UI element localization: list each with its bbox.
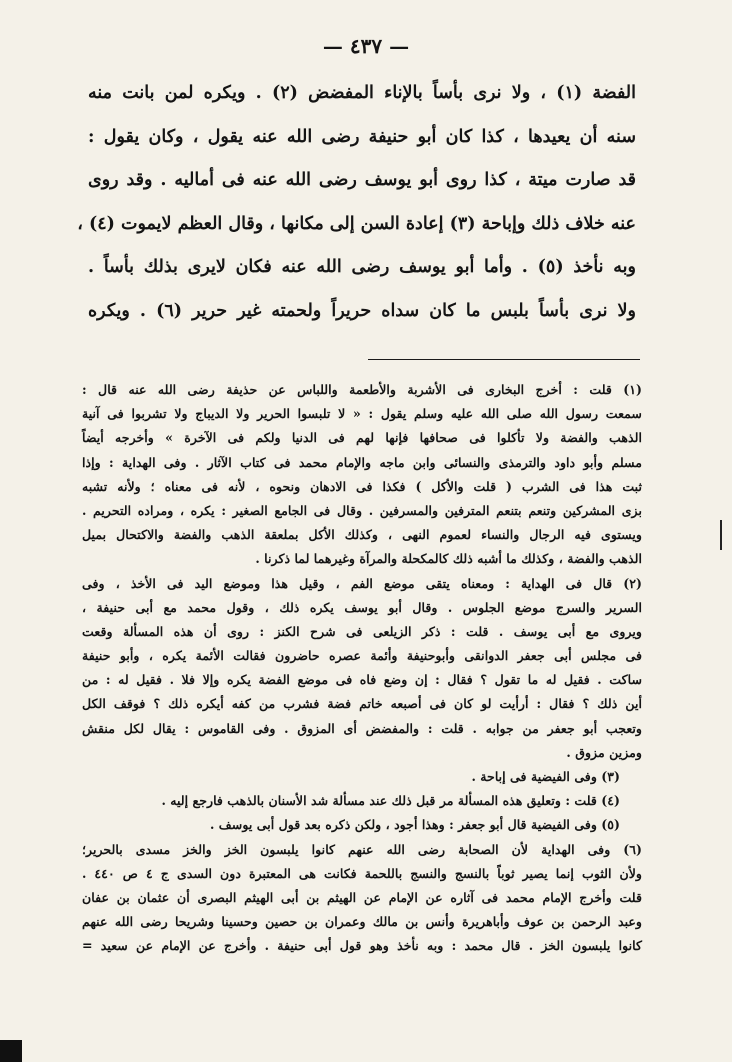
footnote-line: أين ذلك ؟ فقال : أرأيت لو كان فى أصبعه خاتم فضة فشرب من كفه أيكره ذلك ؟ فوقف الكل [82, 696, 642, 712]
footnote-line: مسلم وأبو داود والترمذى والنسائى وابن ماجه والإمام محمد فى كتاب الآثار . وفى الهداية : وإذا [82, 454, 642, 470]
footnote-line: السرير والسرج موضع الجلوس . وقال أبو يوسف يكره ذلك ، وقول محمد مع أبى حنيفة ، [82, 599, 642, 615]
footnote-line: ويستوى فيه الرجال والنساء لعموم النهى ، وكذلك الأكل بملعقة الذهب والفضة والاكتحال بميل [82, 527, 642, 543]
footnote-line: ومزين مزوق . [566, 744, 642, 760]
footnote-line: ساكت . فقيل له ما تقول ؟ فقال : إن وضع فاه فى موضع الفضة يكره وإلا فلا . فقيل له : من [82, 672, 642, 688]
main-text-line: عنه خلاف ذلك وإباحة (٣) إعادة السن إلى مكانها ، وقال العظم لايموت (٤) ، [77, 213, 636, 234]
footnote-line: (٢) قال فى الهداية : ومعناه يتقى موضع الفم ، وقيل هذا وموضع اليد فى الأخذ ، وفى [82, 575, 642, 591]
page-number: — ٤٣٧ — [322, 34, 410, 58]
main-text-line: ولا نرى بأساً بلبس ما كان سداه حريراً ولحمته غير حرير (٦) . ويكره [88, 300, 636, 321]
main-text [77, 72, 636, 333]
footnote-line: الذهب والفضة ، وكذلك ما أشبه ذلك كالمكحلة والمرآة وغيرهما لما ذكرنا . [255, 551, 642, 567]
scan-edge-mark [720, 520, 722, 550]
main-text-line: قد صارت ميتة ، كذا روى أبو يوسف رضى الله عنه فى أماليه . وقد روى [88, 170, 636, 190]
footnote-line: فى مجلس أبى جعفر الدوانقى وأبوحنيفة وأئمة عصره حاضرون فقالت الأئمة يكره ، وأبو حنيفة [82, 648, 642, 664]
footnote-divider [368, 359, 640, 360]
main-text-line: سنه أن يعيدها ، كذا كان أبو حنيفة رضى الله عنه يقول ، وكان يقول : [88, 126, 636, 147]
footnote-line: ويروى مع أبى يوسف . قلت : ذكر الزيلعى فى شرح الكنز : روى أن هذه المسألة وقعت [82, 623, 642, 639]
footnote-line: الذهب والفضة ولا تأكلوا فى صحافها فإنها لهم فى الدنيا ولكم فى الآخرة » وأخرجه أيضاً [82, 430, 642, 446]
footnotes [82, 378, 642, 959]
footnote-line: سمعت رسول الله صلى الله عليه وسلم يقول : « لا تلبسوا الحرير ولا الديباج ولا تشربوا فى آنية [82, 406, 642, 422]
footnote-line: وتعجب أبو جعفر من جوابه . قلت : والمفضض أى المزوق . وفى القاموس : يقال لكل منقش [82, 720, 642, 736]
main-text-line: وبه نأخذ (٥) . وأما أبو يوسف رضى الله عنه فكان لايرى بذلك بأساً . [88, 257, 636, 277]
footnote-line: (١) قلت : أخرج البخارى فى الأشربة والأطعمة واللباس عن حذيفة رضى الله عنه قال : [82, 382, 642, 397]
footnote-line: كانوا يلبسون الخز . قال محمد : وبه نأخذ وهو قول أبى حنيفة . وأخرج عن الإمام عن سعيد = [82, 938, 642, 954]
footnote-line: بزى المشركين وتنعم بتنعم المترفين والمسرفين . وقال فى الجامع الصغير : يكره ، ومراده التحريم . [82, 502, 642, 518]
footnote-line: قلت وأخرج الإمام محمد فى آثاره عن الإمام عن الهيثم بن أبى الهيثم البصرى أن عثمان بن عفان [82, 889, 642, 905]
footnote-line: (٤) قلت : وتعليق هذه المسألة مر قبل ذلك عند مسألة شد الأسنان بالذهب فارجع إليه . [161, 793, 620, 809]
footnote-line: (٦) وفى الهداية لأن الصحابة رضى الله عنهم كانوا يلبسون الخز والخز مسدى بالحرير؛ [82, 841, 642, 857]
footnote-line: ولأن الثوب إنما يصير ثوباً بالنسج والنسج باللحمة فكانت هى المعتبرة دون السدى ج ٤ ص ٤٤٠ . [82, 865, 642, 881]
footnote-line: (٥) وفى الفيضية قال أبو جعفر : وهذا أجود ، ولكن ذكره بعد قول أبى يوسف . [209, 817, 620, 833]
footnote-line: ثبت هذا فى الشرب ( قلت والأكل ) فكذا فى الادهان ونحوه ، لأنه فى معناه ؛ ولأنه تشبه [82, 478, 642, 494]
footnote-line: (٣) وفى الفيضية فى إباحة . [471, 769, 620, 784]
main-text-line: الفضة (١) ، ولا نرى بأساً بالإناء المفضض (٢) . ويكره لمن بانت منه [88, 83, 636, 103]
scan-corner-mark [0, 1040, 22, 1062]
footnote-line: وعبد الرحمن بن عوف وأباهريرة وأنس بن مالك وعمران بن حصين وحسينا وشريحا رضى الله عنهم [82, 914, 642, 930]
